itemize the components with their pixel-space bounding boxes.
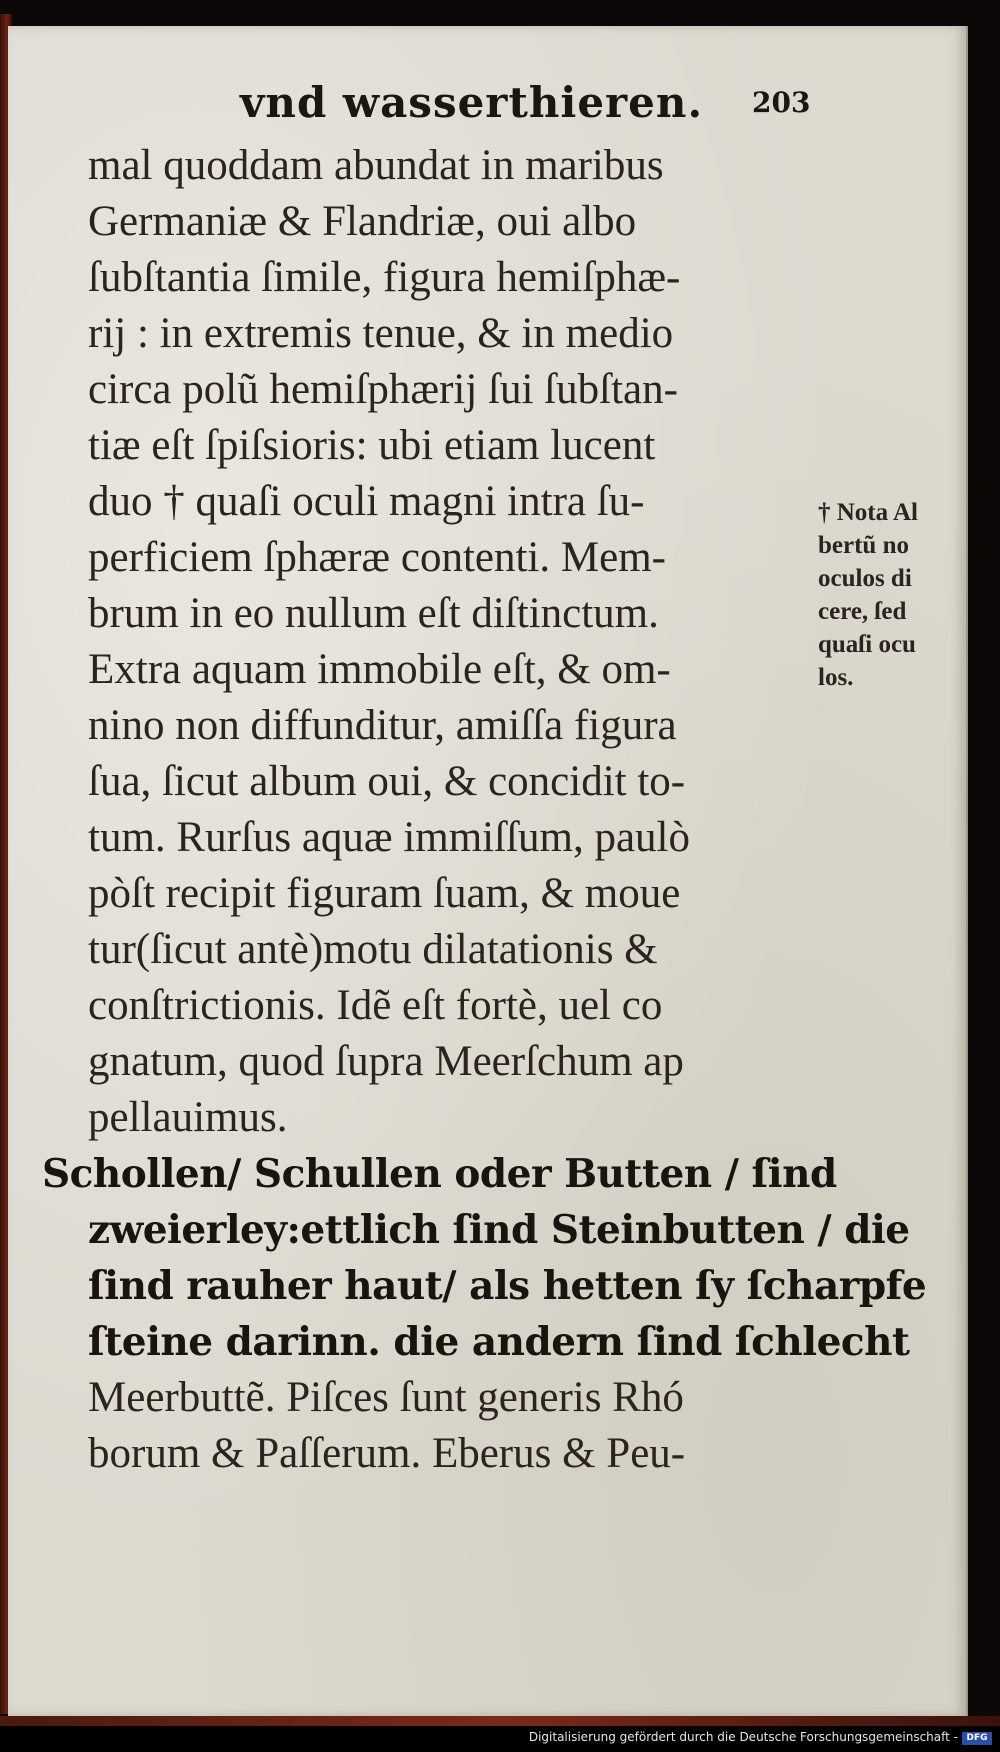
text-line: circa polũ hemiſphærij ſui ſubſtan- [88,366,678,413]
text-line: gnatum, quod ſupra Meerſchum ap [88,1038,684,1085]
text-line: nino non diffunditur, amiſſa figura [88,702,677,749]
page-number: 203 [752,86,811,119]
fraktur-line: ſteine darinn. die andern ſind ſchlecht [88,1319,910,1365]
text-line: borum & Paſſerum. Eberus & Peu- [88,1430,686,1477]
marginal-note-line: oculos di [818,565,912,592]
fraktur-line: zweierley:ettlich ſind Steinbutten / die [88,1207,910,1253]
text-line: tur(ſicut antè)motu dilatationis & [88,926,658,973]
text-line: duo † quaſi oculi magni intra ſu- [88,478,645,525]
text-line: perficiem ſphæræ contenti. Mem- [88,534,666,581]
marginal-note-line: bertũ no [818,532,909,559]
text-line: brum in eo nullum eſt diſtinctum. [88,590,659,637]
text-line: tiæ eſt ſpiſsioris: ubi etiam lucent [88,422,656,469]
text-line: pòſt recipit figuram ſuam, & moue [88,870,681,917]
text-line: conſtrictionis. Idẽ eſt fortè, uel co [88,982,663,1029]
text-line: rij : in extremis tenue, & in medio [88,310,674,357]
text-line: ſua, ſicut album oui, & concidit to- [88,758,686,805]
dfg-logo: DFG [962,1732,992,1745]
fraktur-line: Schollen/ Schullen oder Butten / ſind [42,1151,837,1197]
text-line: tum. Rurſus aquæ immiſſum, paulò [88,814,690,861]
marginal-note-line: quaſi ocu [818,631,916,658]
marginal-note [818,496,966,694]
text-line: Germaniæ & Flandriæ, oui albo [88,198,637,245]
marginal-note-line: cere, ſed [818,598,907,625]
text-line: ſubſtantia ſimile, figura hemiſphæ- [88,254,681,301]
fraktur-line: ſind rauher haut/ als hetten ſy ſcharpfe [88,1263,927,1309]
running-title: vnd wasserthieren. [240,78,704,127]
text-line: pellauimus. [88,1094,288,1141]
funding-credit: Digitalisierung gefördert durch die Deutsche Forschungsgemeinschaft - [528,1730,958,1744]
marginal-note-line: los. [818,664,854,691]
text-line: Meerbuttẽ. Piſces ſunt generis Rhó [88,1374,684,1421]
marginal-note-line: † Nota Al [818,499,918,526]
book-bottom-edge [0,1716,1000,1726]
text-line: Extra aquam immobile eſt, & om- [88,646,671,693]
digitization-footer [0,1726,1000,1752]
text-line: mal quoddam abundat in maribus [88,142,664,189]
